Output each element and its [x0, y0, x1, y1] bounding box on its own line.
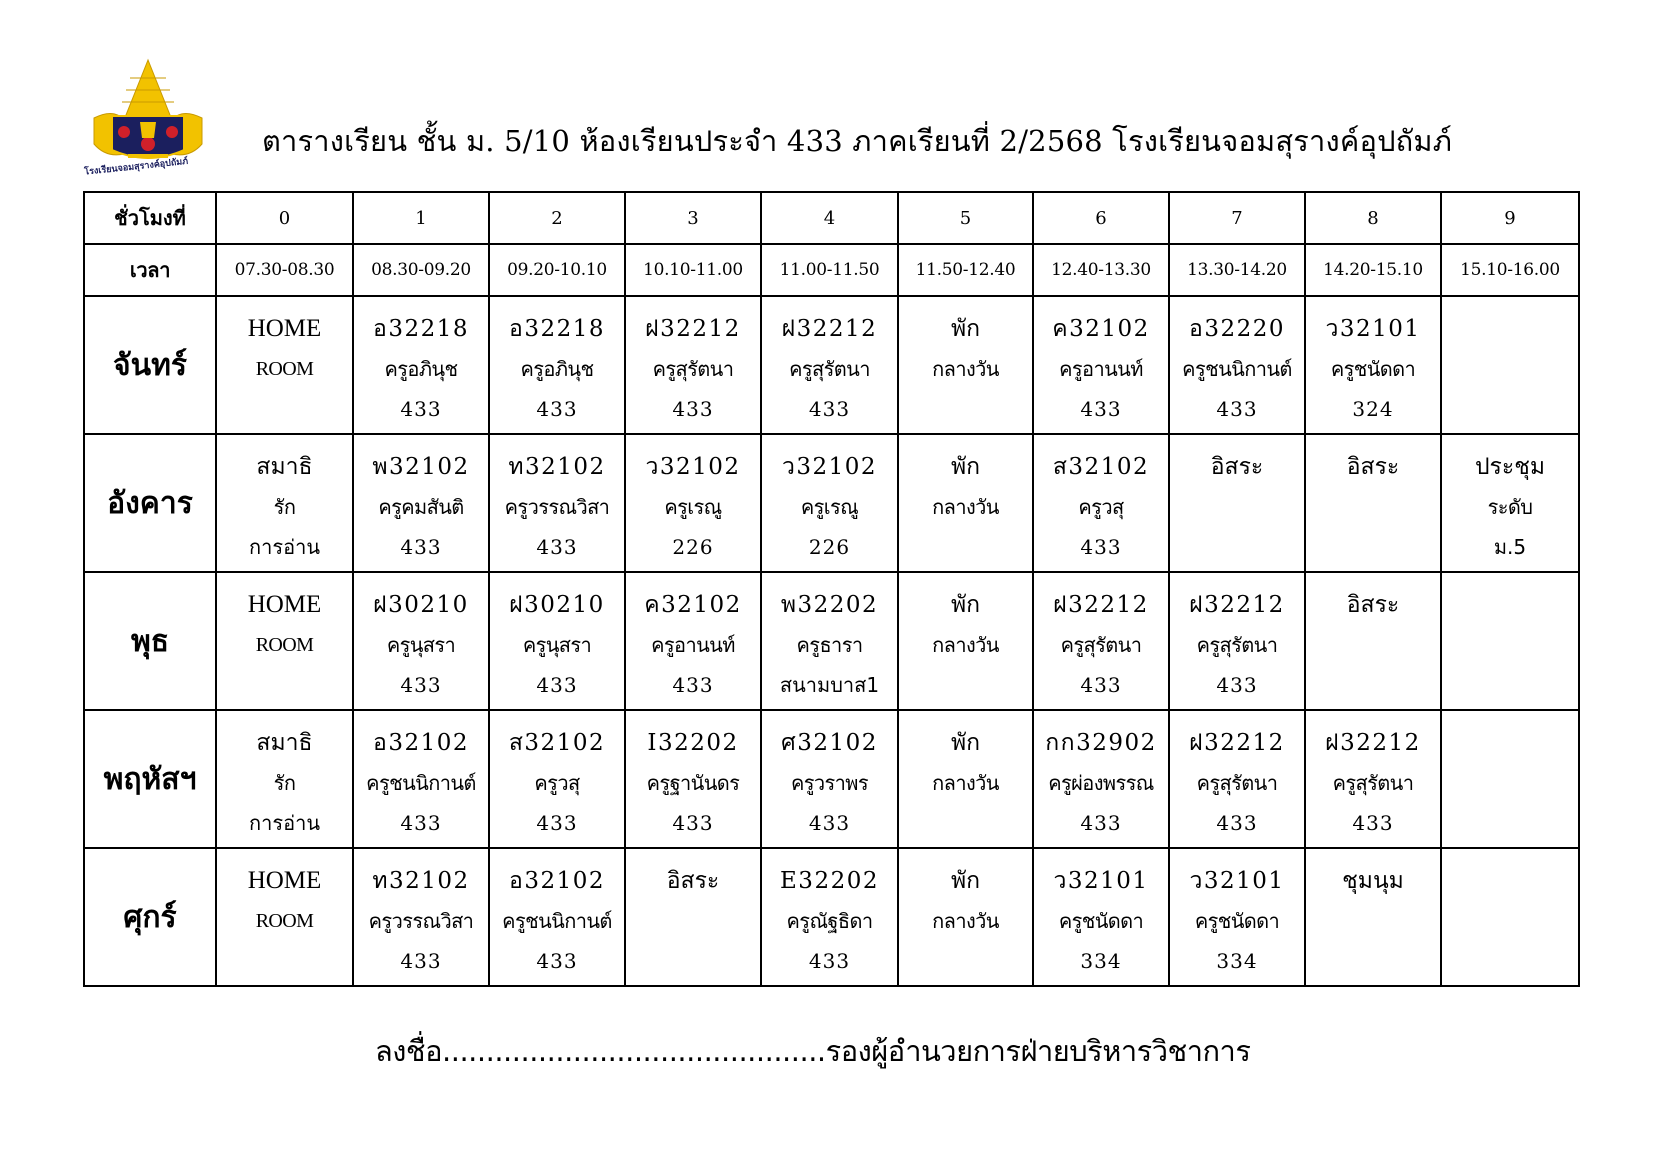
schedule-cell — [353, 296, 489, 434]
schedule-cell — [1033, 296, 1169, 434]
subject-code: พัก — [950, 316, 981, 342]
room-number — [626, 941, 760, 981]
subject-code: อิสระ — [1346, 454, 1400, 480]
school-logo — [84, 58, 212, 180]
teacher-name: ครูนุสรา — [386, 633, 456, 657]
subject-code: ว32101 — [1325, 316, 1421, 342]
teacher-name: กลางวัน — [932, 909, 999, 933]
subject-code: ส32102 — [1052, 454, 1150, 480]
subject-code: ฝ30210 — [373, 592, 469, 618]
subject-code: ว32101 — [1053, 868, 1149, 894]
teacher-name: ครูฐานันดร — [646, 771, 740, 795]
period-number: 7 — [1169, 192, 1305, 244]
subject-code: พ32202 — [780, 592, 879, 618]
schedule-cell — [216, 434, 353, 572]
period-number: 5 — [898, 192, 1033, 244]
room-number — [899, 389, 1032, 429]
day-row — [84, 434, 1579, 572]
subject-code: อ32218 — [509, 316, 605, 342]
cell-content — [354, 435, 488, 567]
cell-content — [1034, 849, 1168, 981]
teacher-name: ครูชนัดดา — [1194, 909, 1280, 933]
schedule-cell — [489, 296, 625, 434]
subject-code: I32202 — [647, 730, 739, 756]
teacher-name: ครูอานนท์ — [651, 633, 735, 657]
subject-code: สมาธิ — [256, 454, 313, 480]
subject-code: อิสระ — [1210, 454, 1264, 480]
schedule-cell — [489, 572, 625, 710]
teacher-name — [1306, 901, 1440, 941]
schedule-cell — [1441, 848, 1579, 986]
time-slot: 14.20-15.10 — [1305, 244, 1441, 296]
cell-content — [899, 573, 1032, 705]
schedule-cell — [489, 710, 625, 848]
cell-content — [762, 435, 897, 567]
cell-content — [1034, 435, 1168, 567]
cell-content — [762, 849, 897, 981]
teacher-name: ครูณัฐธิดา — [786, 909, 873, 933]
schedule-cell — [489, 848, 625, 986]
room-number: 433 — [536, 535, 578, 559]
cell-content — [354, 711, 488, 843]
teacher-name: ครูชนนิกานต์ — [502, 909, 612, 933]
subject-code: ฝ30210 — [509, 592, 605, 618]
subject-code: อ32102 — [373, 730, 469, 756]
subject-code: ค32102 — [1052, 316, 1150, 342]
period-number: 3 — [625, 192, 761, 244]
schedule-cell — [353, 434, 489, 572]
cell-content — [1442, 573, 1578, 705]
time-slot: 13.30-14.20 — [1169, 244, 1305, 296]
cell-content — [490, 573, 624, 705]
subject-code: พัก — [950, 454, 981, 480]
subject-code: HOME — [247, 591, 322, 618]
cell-content — [1170, 297, 1304, 429]
subject-code: พัก — [950, 730, 981, 756]
subject-code: E32202 — [780, 868, 879, 894]
teacher-name — [1442, 349, 1578, 389]
room-number: 433 — [1216, 673, 1258, 697]
schedule-cell — [625, 572, 761, 710]
teacher-name: ระดับ — [1487, 495, 1533, 519]
subject-code: ฝ32212 — [1053, 592, 1149, 618]
day-row — [84, 572, 1579, 710]
period-number: 6 — [1033, 192, 1169, 244]
period-label: ชั่วโมงที่ — [84, 192, 216, 244]
schedule-cell — [1441, 572, 1579, 710]
teacher-name: ครูสุรัตนา — [789, 357, 870, 381]
cell-content — [1034, 297, 1168, 429]
subject-code: ประชุม — [1474, 454, 1546, 480]
room-number: 433 — [808, 397, 851, 421]
cell-content — [1306, 711, 1440, 843]
cell-content — [490, 435, 624, 567]
schedule-cell — [625, 434, 761, 572]
schedule-cell — [353, 572, 489, 710]
cell-content — [762, 711, 897, 843]
cell-content — [626, 849, 760, 981]
schedule-cell — [1169, 572, 1305, 710]
teacher-name: กลางวัน — [932, 771, 999, 795]
cell-content — [899, 711, 1032, 843]
cell-content — [217, 435, 352, 567]
subject-code: ฝ32212 — [1189, 730, 1285, 756]
cell-content — [1442, 849, 1578, 981]
time-slot: 09.20-10.10 — [489, 244, 625, 296]
cell-content — [1306, 435, 1440, 567]
room-number — [217, 941, 352, 981]
room-number: 433 — [400, 673, 442, 697]
teacher-name: ครูผ่องพรรณ — [1048, 771, 1154, 795]
schedule-cell — [353, 710, 489, 848]
room-number: 226 — [808, 535, 851, 559]
teacher-name: ครูวสุ — [1078, 495, 1124, 519]
room-number: การอ่าน — [249, 811, 320, 835]
subject-code: ฝ32212 — [1189, 592, 1285, 618]
schedule-cell — [761, 434, 898, 572]
teacher-name — [626, 901, 760, 941]
room-number: 324 — [1352, 397, 1394, 421]
schedule-cell — [216, 848, 353, 986]
teacher-name — [1306, 487, 1440, 527]
schedule-cell — [1033, 848, 1169, 986]
period-number: 8 — [1305, 192, 1441, 244]
subject-code: ส32102 — [508, 730, 606, 756]
schedule-cell — [1169, 848, 1305, 986]
room-number: 433 — [400, 811, 442, 835]
room-number: 433 — [536, 397, 578, 421]
subject-code: ว32101 — [1189, 868, 1285, 894]
subject-code: ว32102 — [645, 454, 741, 480]
room-number: 433 — [1216, 397, 1258, 421]
teacher-name: ครูเรณู — [800, 495, 859, 519]
cell-content — [217, 297, 352, 429]
teacher-name: ครูวรรณวิสา — [504, 495, 610, 519]
teacher-name: กลางวัน — [932, 495, 999, 519]
teacher-name: ครูอภินุช — [384, 357, 458, 381]
schedule-cell — [761, 572, 898, 710]
cell-content — [899, 849, 1032, 981]
room-number: 433 — [808, 949, 851, 973]
subject-code: ชุมนุม — [1342, 868, 1404, 894]
room-number — [217, 665, 352, 705]
teacher-name: ครูชนัดดา — [1330, 357, 1416, 381]
subject-code: ท32102 — [372, 868, 470, 894]
cell-content — [1306, 573, 1440, 705]
cell-content — [1442, 711, 1578, 843]
teacher-name — [1442, 901, 1578, 941]
teacher-name: ครูนุสรา — [522, 633, 592, 657]
day-name: จันทร์ — [84, 296, 216, 434]
subject-code — [1442, 585, 1578, 625]
subject-code: อ32102 — [509, 868, 605, 894]
schedule-cell — [1441, 296, 1579, 434]
cell-content — [1170, 711, 1304, 843]
schedule-cell — [1305, 710, 1441, 848]
day-row — [84, 710, 1579, 848]
teacher-name — [1170, 487, 1304, 527]
room-number: ม.5 — [1493, 535, 1527, 559]
room-number — [1170, 527, 1304, 567]
cell-content — [762, 573, 897, 705]
schedule-cell — [625, 296, 761, 434]
subject-code: อิสระ — [666, 868, 720, 894]
subject-code: อ32220 — [1189, 316, 1285, 342]
schedule-cell — [761, 296, 898, 434]
room-number: 433 — [1352, 811, 1394, 835]
cell-content — [762, 297, 897, 429]
schedule-cell — [216, 296, 353, 434]
subject-code: พัก — [950, 592, 981, 618]
room-number — [217, 389, 352, 429]
room-number — [1306, 665, 1440, 705]
teacher-name — [1306, 625, 1440, 665]
room-number — [1306, 941, 1440, 981]
room-number: 433 — [536, 811, 578, 835]
schedule-cell — [1305, 848, 1441, 986]
teacher-name: ครูชนัดดา — [1058, 909, 1144, 933]
cell-content — [1034, 573, 1168, 705]
room-number: 433 — [1080, 397, 1122, 421]
cell-content — [217, 711, 352, 843]
room-number: 433 — [672, 673, 714, 697]
subject-code — [1442, 309, 1578, 349]
teacher-name: ROOM — [255, 634, 314, 656]
cell-content — [1170, 435, 1304, 567]
cell-content — [1306, 849, 1440, 981]
subject-code: กก32902 — [1045, 730, 1157, 756]
cell-content — [626, 435, 760, 567]
subject-code: อ32218 — [373, 316, 469, 342]
day-row — [84, 848, 1579, 986]
time-header-row — [84, 244, 1579, 296]
room-number — [1442, 803, 1578, 843]
schedule-cell — [898, 572, 1033, 710]
period-number: 1 — [353, 192, 489, 244]
day-name: ศุกร์ — [84, 848, 216, 986]
cell-content — [217, 573, 352, 705]
cell-content — [490, 711, 624, 843]
cell-content — [1442, 435, 1578, 567]
day-name: พฤหัสฯ — [84, 710, 216, 848]
room-number: การอ่าน — [249, 535, 320, 559]
schedule-cell — [1169, 710, 1305, 848]
subject-code: HOME — [247, 315, 322, 342]
teacher-name: กลางวัน — [932, 357, 999, 381]
time-slot: 15.10-16.00 — [1441, 244, 1579, 296]
room-number: 433 — [1080, 811, 1122, 835]
period-number: 9 — [1441, 192, 1579, 244]
room-number — [899, 941, 1032, 981]
cell-content — [1170, 573, 1304, 705]
period-header-row — [84, 192, 1579, 244]
room-number: 433 — [672, 397, 714, 421]
subject-code: ศ32102 — [781, 730, 878, 756]
teacher-name: ครูสุรัตนา — [1196, 771, 1278, 795]
schedule-cell — [1169, 296, 1305, 434]
cell-content — [354, 849, 488, 981]
room-number: 433 — [536, 949, 578, 973]
room-number: 433 — [400, 535, 442, 559]
subject-code: ฝ32212 — [645, 316, 741, 342]
room-number — [899, 527, 1032, 567]
schedule-cell — [898, 434, 1033, 572]
room-number: 334 — [1080, 949, 1122, 973]
schedule-cell — [1033, 572, 1169, 710]
subject-code: HOME — [247, 867, 322, 894]
schedule-cell — [489, 434, 625, 572]
subject-code: ฝ32212 — [1325, 730, 1421, 756]
timetable — [83, 191, 1580, 987]
teacher-name: ครูคมสันติ — [378, 495, 464, 519]
day-name: พุธ — [84, 572, 216, 710]
time-slot: 08.30-09.20 — [353, 244, 489, 296]
teacher-name: ครูวสุ — [534, 771, 580, 795]
signature-line: ลงชื่อ............................................รองผู้อำนวยการฝ่ายบริหารวิชาการ — [375, 1034, 1251, 1068]
room-number: 334 — [1216, 949, 1258, 973]
room-number — [899, 803, 1032, 843]
cell-content — [1442, 297, 1578, 429]
time-slot: 07.30-08.30 — [216, 244, 353, 296]
schedule-cell — [1033, 710, 1169, 848]
teacher-name: ครูชนนิกานต์ — [366, 771, 476, 795]
cell-content — [899, 435, 1032, 567]
time-label: เวลา — [84, 244, 216, 296]
teacher-name: ครูวราพร — [790, 771, 869, 795]
subject-code — [1442, 723, 1578, 763]
schedule-cell — [1305, 296, 1441, 434]
cell-content — [354, 573, 488, 705]
teacher-name: ครูวรรณวิสา — [368, 909, 474, 933]
teacher-name: ครูสุรัตนา — [1332, 771, 1414, 795]
schedule-cell — [1441, 434, 1579, 572]
teacher-name: ครูอภินุช — [520, 357, 594, 381]
schedule-cell — [898, 848, 1033, 986]
cell-content — [626, 297, 760, 429]
schedule-cell — [1305, 434, 1441, 572]
schedule-cell — [625, 848, 761, 986]
period-number: 2 — [489, 192, 625, 244]
day-row — [84, 296, 1579, 434]
subject-code — [1442, 861, 1578, 901]
cell-content — [1306, 297, 1440, 429]
day-name: อังคาร — [84, 434, 216, 572]
schedule-cell — [1305, 572, 1441, 710]
room-number: 433 — [536, 673, 578, 697]
schedule-cell — [1169, 434, 1305, 572]
time-slot: 12.40-13.30 — [1033, 244, 1169, 296]
room-number: 433 — [400, 949, 442, 973]
teacher-name: รัก — [273, 771, 296, 795]
room-number — [1306, 527, 1440, 567]
room-number: 433 — [672, 811, 714, 835]
subject-code: ท32102 — [508, 454, 606, 480]
schedule-cell — [216, 710, 353, 848]
cell-content — [490, 849, 624, 981]
subject-code: พ32102 — [372, 454, 470, 480]
schedule-cell — [353, 848, 489, 986]
cell-content — [626, 573, 760, 705]
schedule-cell — [216, 572, 353, 710]
room-number: 226 — [672, 535, 714, 559]
teacher-name: ครูเรณู — [664, 495, 722, 519]
teacher-name: ครูสุรัตนา — [1060, 633, 1142, 657]
schedule-cell — [898, 710, 1033, 848]
cell-content — [1034, 711, 1168, 843]
room-number: 433 — [400, 397, 442, 421]
subject-code: ว32102 — [781, 454, 878, 480]
schedule-cell — [761, 848, 898, 986]
time-slot: 11.50-12.40 — [898, 244, 1033, 296]
page-title: ตารางเรียน ชั้น ม. 5/10 ห้องเรียนประจำ 433 ภาคเรียนที่ 2/2568 โรงเรียนจอมสุรางค์อุปถัมภ์ — [262, 124, 1453, 158]
room-number: 433 — [1080, 535, 1122, 559]
cell-content — [490, 297, 624, 429]
teacher-name: ROOM — [255, 910, 314, 932]
room-number: 433 — [808, 811, 851, 835]
room-number — [1442, 941, 1578, 981]
cell-content — [354, 297, 488, 429]
teacher-name: รัก — [273, 495, 296, 519]
time-slot: 11.00-11.50 — [761, 244, 898, 296]
teacher-name: ครูธารา — [796, 633, 863, 657]
schedule-cell — [1033, 434, 1169, 572]
teacher-name — [1442, 763, 1578, 803]
teacher-name: ครูชนนิกานต์ — [1182, 357, 1292, 381]
room-number: 433 — [1080, 673, 1122, 697]
room-number — [1442, 665, 1578, 705]
teacher-name: กลางวัน — [932, 633, 999, 657]
cell-content — [626, 711, 760, 843]
teacher-name: ROOM — [255, 358, 314, 380]
subject-code: พัก — [950, 868, 981, 894]
period-number: 0 — [216, 192, 353, 244]
teacher-name: ครูสุรัตนา — [652, 357, 734, 381]
room-number: 433 — [1216, 811, 1258, 835]
room-number — [1442, 389, 1578, 429]
subject-code: ค32102 — [644, 592, 742, 618]
logo-caption: โรงเรียนจอมสุรางค์อุปถัมภ์ — [83, 156, 189, 178]
schedule-cell — [625, 710, 761, 848]
schedule-cell — [761, 710, 898, 848]
teacher-name — [1442, 625, 1578, 665]
room-number: สนามบาส1 — [779, 673, 880, 697]
schedule-cell — [1441, 710, 1579, 848]
teacher-name: ครูสุรัตนา — [1196, 633, 1278, 657]
cell-content — [899, 297, 1032, 429]
time-slot: 10.10-11.00 — [625, 244, 761, 296]
schedule-cell — [898, 296, 1033, 434]
room-number — [899, 665, 1032, 705]
cell-content — [217, 849, 352, 981]
period-number: 4 — [761, 192, 898, 244]
teacher-name: ครูอานนท์ — [1059, 357, 1143, 381]
subject-code: อิสระ — [1346, 592, 1400, 618]
subject-code: ฝ32212 — [781, 316, 878, 342]
cell-content — [1170, 849, 1304, 981]
subject-code: สมาธิ — [256, 730, 313, 756]
